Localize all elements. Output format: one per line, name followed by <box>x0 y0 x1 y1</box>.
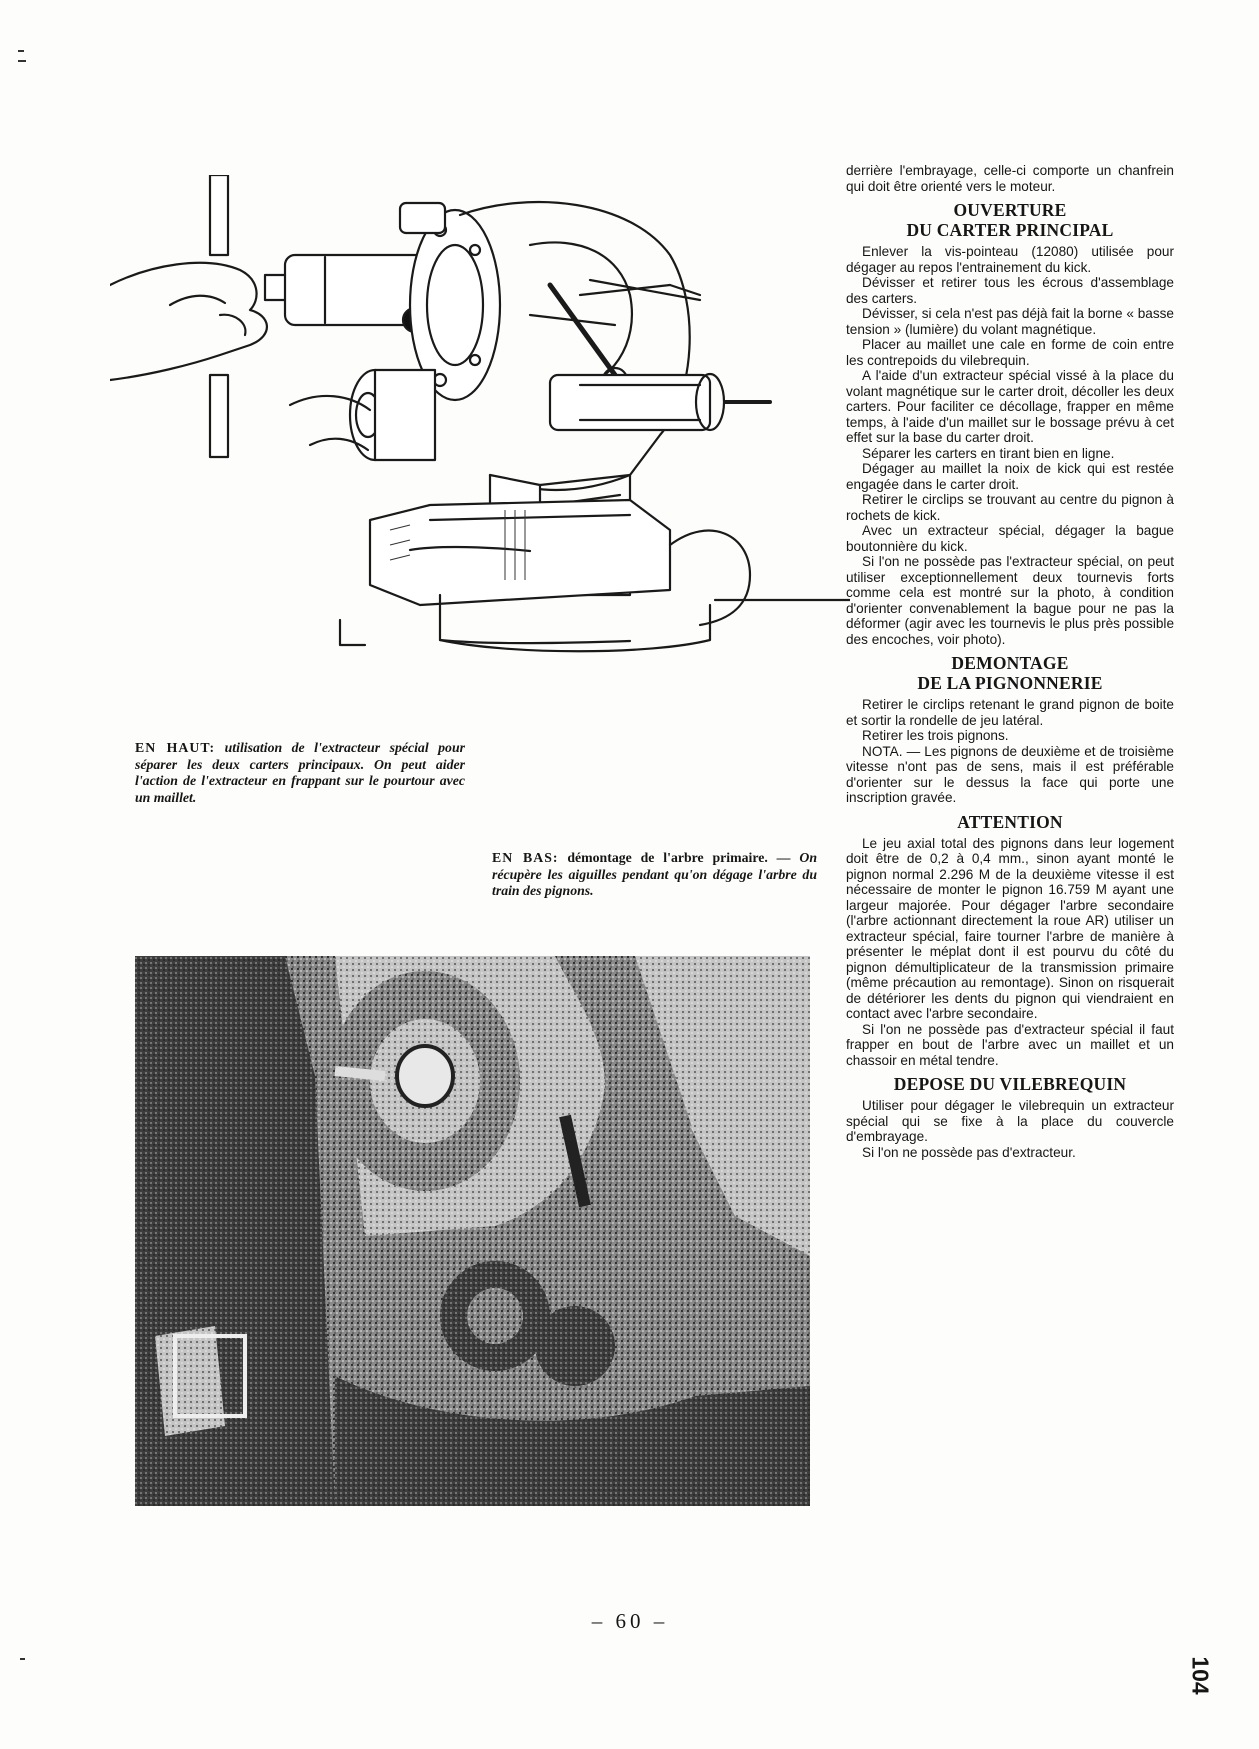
paragraph: Enlever la vis-pointeau (12080) utilisée pour dégager au repos l'entrainement du kick. <box>846 244 1174 275</box>
paragraph: Dévisser, si cela n'est pas déjà fait la borne « basse tension » (lumière) du volant magnétique. <box>846 306 1174 337</box>
caption-bottom-text: On récupère les aiguilles pendant qu'on dégage l'arbre du train des pignons. <box>492 850 817 898</box>
scan-mark <box>18 60 26 62</box>
side-page-number: 104 <box>1187 1656 1214 1695</box>
section-heading: ATTENTION <box>957 811 1063 832</box>
paragraph: Retirer le circlips retenant le grand pignon de boite et sortir la rondelle de jeu latéral. <box>846 697 1174 728</box>
scan-mark <box>20 1658 25 1660</box>
paragraph: Dévisser et retirer tous les écrous d'assemblage des carters. <box>846 275 1174 306</box>
extractor-drawing <box>110 175 850 720</box>
paragraph: Séparer les carters en tirant bien en ligne. <box>862 445 1115 461</box>
paragraph: Utiliser pour dégager le vilebrequin un extracteur spécial qui se fixe à la place du couvercle d'embrayage. <box>846 1098 1174 1144</box>
paragraph: NOTA. — Les pignons de deuxième et de troisième vitesse n'ont pas de sens, mais il est préférable d'orienter sur le dessus la face qui porte une inscription gravée. <box>846 743 1174 805</box>
paragraph: Si l'on ne possède pas d'extracteur spécial il faut frapper en bout de l'arbre avec un maillet et un chassoir en métal tendre. <box>846 1021 1174 1068</box>
right-column-text <box>846 163 1174 1160</box>
paragraph: A l'aide d'un extracteur spécial vissé à la place du volant magnétique sur le carter droit, décoller les deux carters. Pour faciliter ce décollage, frapper en même temps, à l'aide d'un maillet sur le bossage prévu à cet effet sur la base du carter droit. <box>846 368 1174 445</box>
page-number: – 60 – <box>591 1609 669 1633</box>
paragraph: Le jeu axial total des pignons dans leur logement doit être de 0,2 à 0,4 mm., sinon ayant monté le pignon normal 2.296 M de la deuxième vitesse il est nécessaire de monter le pignon 16.759 M ayant une largeur majorée. Pour dégager l'arbre secondaire (l'arbre actionnant directement la roue AR) utiliser un extracteur spécial, faire tourner l'arbre de manière à présenter le méplat dont il est pourvu du côté du pignon démultiplicateur de la transmission primaire (même précaution au remontage). Sinon on risquerait de détériorer les dents du pignon qui viendraient en contact avec l'arbre secondaire. <box>846 835 1174 1021</box>
section-heading: DEMONTAGE DE LA PIGNONNERIE <box>917 653 1103 693</box>
caption-top-lead: EN HAUT: <box>135 740 216 755</box>
section-heading: DEPOSE DU VILEBREQUIN <box>893 1074 1127 1094</box>
paragraph: Avec un extracteur spécial, dégager la bague boutonnière du kick. <box>846 523 1174 554</box>
paragraph: Placer au maillet une cale en forme de coin entre les contrepoids du vilebrequin. <box>846 337 1174 368</box>
paragraph: Retirer le circlips se trouvant au centre du pignon à rochets de kick. <box>846 492 1174 523</box>
caption-bottom <box>492 850 817 900</box>
top-illustration <box>110 175 850 720</box>
paragraph: Dégager au maillet la noix de kick qui est restée engagée dans le carter droit. <box>846 461 1174 492</box>
section-heading: OUVERTURE DU CARTER PRINCIPAL <box>906 200 1114 240</box>
caption-bottom-lead: EN BAS: <box>492 850 559 865</box>
scan-mark <box>18 50 24 52</box>
caption-top-text: utilisation de l'extracteur spécial pour séparer les deux carters principaux. On peut aider l'action de l'extracteur en frappant sur le pourtour avec un maillet. <box>135 740 465 805</box>
paragraph: Retirer les trois pignons. <box>862 728 1009 743</box>
paragraph: Si l'on ne possède pas d'extracteur. <box>862 1144 1076 1160</box>
paragraph: Si l'on ne possède pas l'extracteur spécial, on peut utiliser exceptionnellement deux tournevis forts comme cela est montré sur la photo, à condition d'orienter convenablement la bague pour ne pas la déformer (agir avec les tournevis le plus près possible des encoches, voir photo). <box>846 554 1174 647</box>
caption-top <box>135 740 465 806</box>
gearbox-photo <box>135 956 810 1506</box>
caption-bottom-lead-rest: démontage de l'arbre primaire. — <box>567 850 791 865</box>
bottom-photo <box>135 956 810 1506</box>
paragraph: derrière l'embrayage, celle-ci comporte un chanfrein qui doit être orienté vers le moteur. <box>846 163 1174 194</box>
